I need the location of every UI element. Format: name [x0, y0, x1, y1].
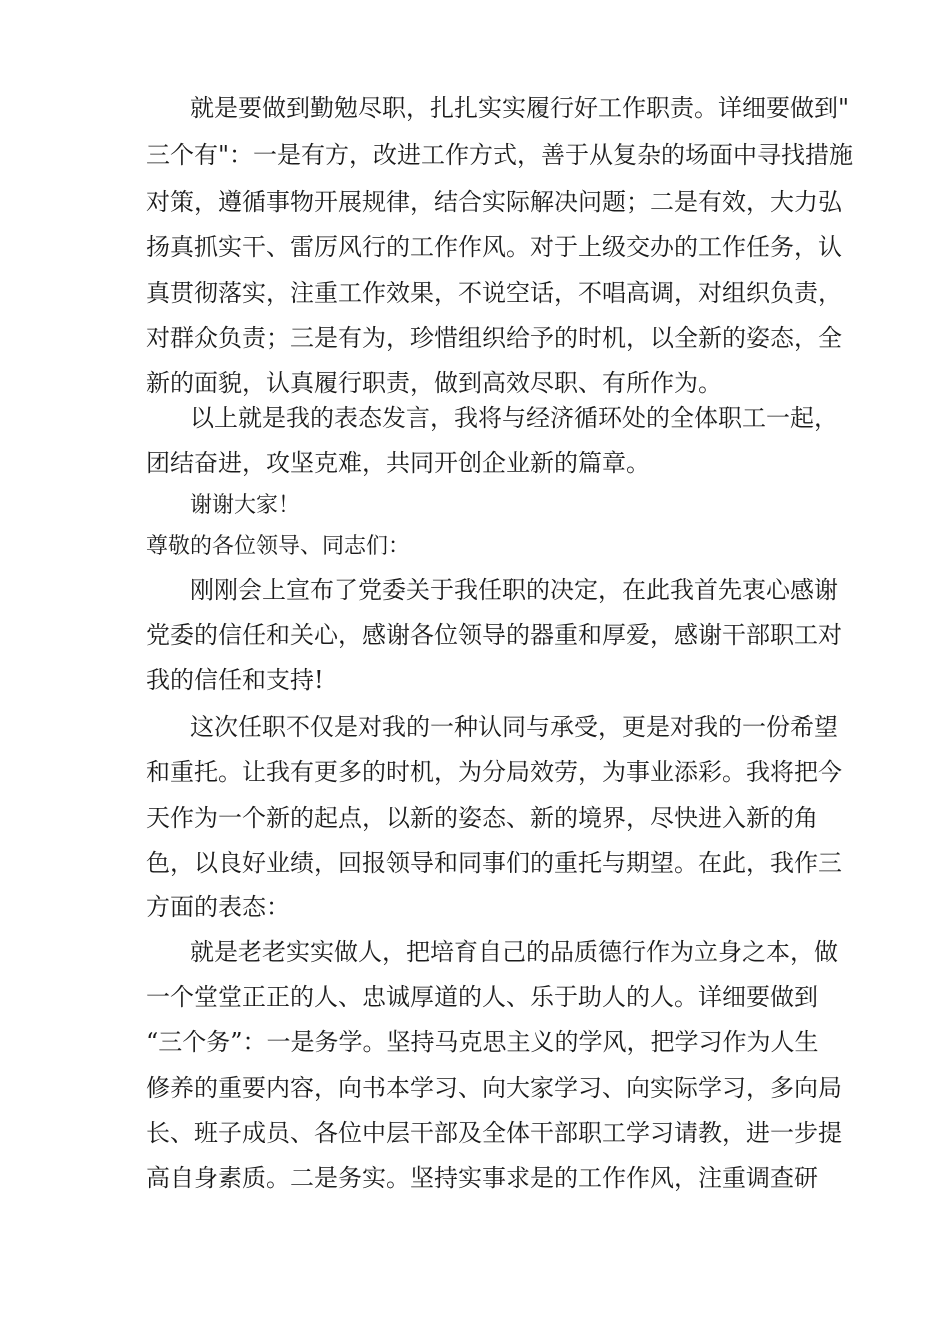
text-line: 真贯彻落实，注重工作效果，不说空话，不唱高调，对组织负责，: [146, 279, 842, 307]
text-line: 这次任职不仅是对我的一种认同与承受，更是对我的一份希望: [190, 713, 838, 741]
text-line: 色，以良好业绩，回报领导和同事们的重托与期望。在此，我作三: [146, 849, 842, 877]
text-line: 对群众负责；三是有为，珍惜组织给予的时机，以全新的姿态，全: [146, 324, 842, 352]
text-line: “三个务”：一是务学。坚持马克思主义的学风，把学习作为人生: [146, 1028, 819, 1056]
text-line: 扬真抓实干、雷厉风行的工作作风。对于上级交办的工作任务，认: [146, 233, 842, 261]
text-line: 一个堂堂正正的人、忠诚厚道的人、乐于助人的人。详细要做到: [146, 983, 818, 1011]
text-line: 天作为一个新的起点，以新的姿态、新的境界，尽快进入新的角: [146, 804, 818, 832]
text-line: 党委的信任和关心，感谢各位领导的器重和厚爱，感谢干部职工对: [146, 621, 842, 649]
text-line: 刚刚会上宣布了党委关于我任职的决定，在此我首先衷心感谢: [190, 576, 838, 604]
text-line: 就是老老实实做人，把培育自己的品质德行作为立身之本，做: [190, 938, 838, 966]
text-line: 三个有"：一是有方，改进工作方式，善于从复杂的场面中寻找措施: [146, 141, 854, 169]
text-line: 和重托。让我有更多的时机，为分局效劳，为事业添彩。我将把今: [146, 758, 842, 786]
text-line: 高自身素质。二是务实。坚持实事求是的工作作风，注重调查研: [146, 1164, 818, 1192]
text-line: 修养的重要内容，向书本学习、向大家学习、向实际学习，多向局: [146, 1074, 842, 1102]
text-line: 我的信任和支持!: [146, 666, 324, 694]
text-line: 长、班子成员、各位中层干部及全体干部职工学习请教，进一步提: [146, 1119, 842, 1147]
text-line: 团结奋进，攻坚克难，共同开创企业新的篇章。: [146, 449, 650, 477]
text-line: 以上就是我的表态发言，我将与经济循环处的全体职工一起，: [190, 404, 838, 432]
text-line: 就是要做到勤勉尽职，扎扎实实履行好工作职责。详细要做到": [190, 94, 850, 122]
closing-thanks: 谢谢大家！: [190, 493, 301, 518]
text-line: 方面的表态：: [146, 893, 290, 921]
salutation: 尊敬的各位领导、同志们：: [146, 534, 411, 559]
text-line: 新的面貌，认真履行职责，做到高效尽职、有所作为。: [146, 369, 722, 397]
text-line: 对策，遵循事物开展规律，结合实际解决问题；二是有效，大力弘: [146, 188, 842, 216]
